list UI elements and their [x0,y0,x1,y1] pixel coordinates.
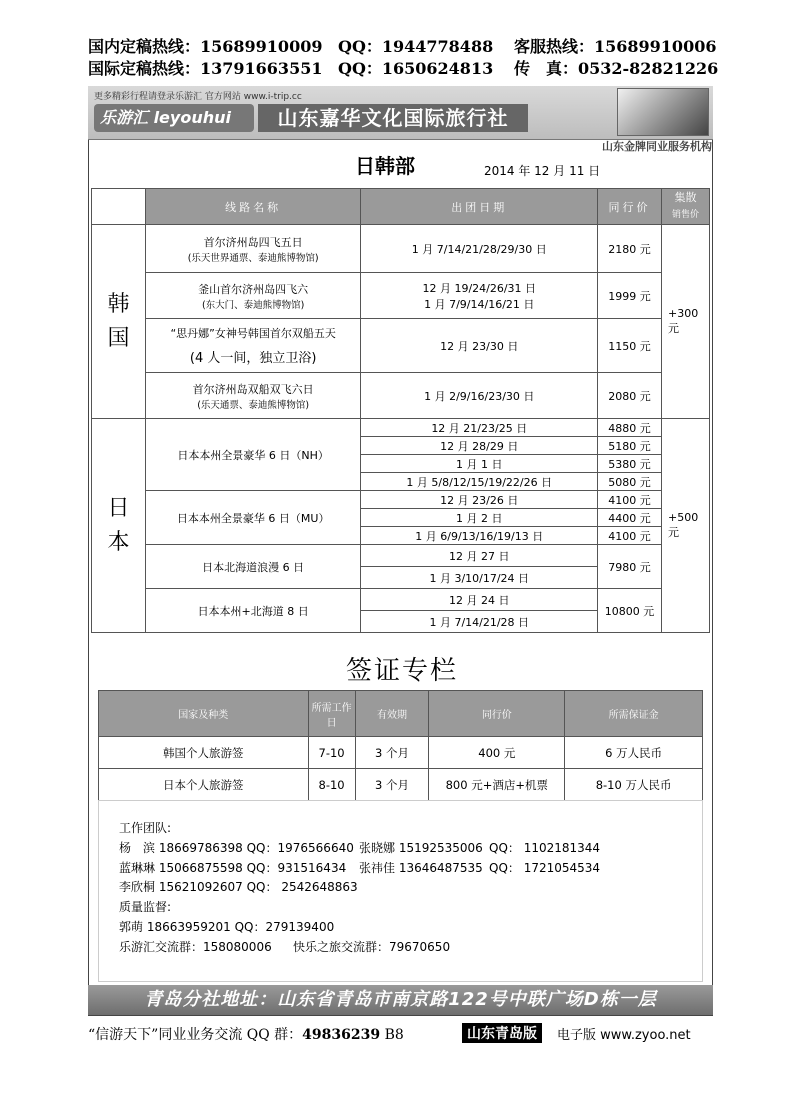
footer-website: 电子版 www.zyoo.net [557,1028,691,1043]
route-dates: 12 月 27 日 [361,545,598,567]
group-qq: 乐游汇交流群：158080006 [119,939,272,954]
table-row [92,491,710,509]
deposit: 8-10 万人民币 [565,769,703,801]
col-departure-date: 出团日期 [361,189,598,225]
table-row [92,225,710,273]
table-row [92,319,710,373]
col-work-days: 所需工作日 [308,691,355,737]
page-title: 日韩部 [355,154,415,178]
col-visa-type: 国家及种类 [99,691,309,737]
agency-title: 山东嘉华文化国际旅行社 [258,104,528,132]
visa-header-row [99,691,703,737]
validity: 3 个月 [355,769,429,801]
work-days: 8-10 [308,769,355,801]
route-price: 10800 元 [598,589,662,633]
route-dates: 1 月 2 日 [361,509,598,527]
visa-price: 800 元+酒店+机票 [429,769,565,801]
visa-table [98,690,703,801]
route-dates: 1 月 7/14/21/28 日 [361,611,598,633]
route-price: 2180 元 [598,225,662,273]
table-header-row [92,189,710,225]
qa-heading: 质量监督: [119,900,172,915]
visa-type: 日本个人旅游签 [99,769,309,801]
table-row [99,737,703,769]
route-price: 4100 元 [598,527,662,545]
route-name: 日本本州+北海道 8 日 [145,589,361,633]
member-contact: 张祎佳 13646487535 [359,860,483,875]
col-trade-price: 同行价 [598,189,662,225]
validity: 3 个月 [355,737,429,769]
route-dates: 1 月 3/10/17/24 日 [361,567,598,589]
intl-hotline: 国际定稿热线：13791663551 [88,59,323,78]
member-contact: 杨 滨 18669786398 QQ：1976566640 [119,840,354,855]
footer [88,1024,718,1044]
table-row [92,589,710,611]
table-row [92,373,710,419]
member-contact: 张晓娜 15192535006 [359,840,483,855]
branch-address: 青岛分社地址：山东省青岛市南京路122号中联广场D栋一层 [88,985,713,1015]
hotline-row [88,58,728,80]
japan-retail-markup: +500 元 [662,419,710,633]
team-heading: 工作团队: [119,821,172,835]
route-price: 4100 元 [598,491,662,509]
route-dates: 12 月 23/26 日 [361,491,598,509]
visa-type: 韩国个人旅游签 [99,737,309,769]
deposit: 6 万人民币 [565,737,703,769]
route-dates: 12 月 19/24/26/31 日 1 月 7/9/14/16/21 日 [361,273,598,319]
route-dates: 1 月 6/9/13/16/19/13 日 [361,527,598,545]
hotline-row [88,36,728,58]
issue-date: 2014 年 12 月 11 日 [484,164,601,178]
country-korea: 韩 国 [92,225,146,419]
team-member-row [119,878,702,898]
country-japan: 日 本 [92,419,146,633]
table-row [92,273,710,319]
visa-section-title: 签证专栏 [346,656,459,686]
domestic-qq: QQ：1944778488 [338,37,494,56]
col-retail-price: 集散 销售价 [662,189,710,225]
route-dates: 12 月 28/29 日 [361,437,598,455]
member-qq: QQ： 1102181344 [489,840,601,855]
route-name: 日本本州全景豪华 6 日（MU） [145,491,361,545]
route-dates: 1 月 2/9/16/23/30 日 [361,373,598,419]
route-name: “思丹娜”女神号韩国首尔双船五天 (4 人一间，独立卫浴) [145,319,361,373]
route-dates: 12 月 24 日 [361,589,598,611]
korea-retail-markup: +300 元 [662,225,710,419]
tour-price-table [91,188,710,633]
route-price: 1999 元 [598,273,662,319]
team-member-row [119,859,702,879]
route-price: 5180 元 [598,437,662,455]
route-price: 4400 元 [598,509,662,527]
col-validity: 有效期 [355,691,429,737]
hotlines [88,36,728,80]
route-price: 5380 元 [598,455,662,473]
domestic-hotline: 国内定稿热线：15689910009 [88,37,323,56]
table-row [99,769,703,801]
col-visa-price: 同行价 [429,691,565,737]
edition-badge: 山东青岛版 [462,1023,542,1043]
service-hotline: 客服热线：15689910006 [514,37,717,56]
member-contact: 蓝琳琳 15066875598 QQ：931516434 [119,860,347,875]
banner-website: 更多精彩行程请登录乐游汇 官方网站 www.i-trip.cc [94,92,302,102]
route-dates: 1 月 5/8/12/15/19/22/26 日 [361,473,598,491]
landscape-photo [617,88,709,136]
route-price: 1150 元 [598,319,662,373]
route-dates: 12 月 21/23/25 日 [361,419,598,437]
route-name: 釜山首尔济州岛四飞六 (东大门、泰迪熊博物馆) [145,273,361,319]
route-name: 日本本州全景豪华 6 日（NH） [145,419,361,491]
footer-qq-group: “信游天下”同业业务交流 QQ 群：49836239 B8 [88,1027,404,1043]
banner-slogan: 山东金牌同业服务机构 [602,140,712,153]
route-dates: 1 月 7/14/21/28/29/30 日 [361,225,598,273]
table-row [92,419,710,437]
team-member-row [119,839,702,859]
route-dates: 1 月 1 日 [361,455,598,473]
route-price: 4880 元 [598,419,662,437]
col-deposit: 所需保证金 [565,691,703,737]
route-price: 5080 元 [598,473,662,491]
route-name: 首尔济州岛双船双飞六日 (乐天通票、泰迪熊博物馆) [145,373,361,419]
table-row [92,545,710,567]
group-qq: 快乐之旅交流群：79670650 [293,939,451,954]
route-name: 日本北海道浪漫 6 日 [145,545,361,589]
route-dates: 12 月 23/30 日 [361,319,598,373]
brand-logo: 乐游汇 leyouhui [94,104,254,132]
qa-contact: 郭萌 18663959201 QQ：279139400 [119,919,335,934]
member-contact: 李欣桐 15621092607 QQ： 2542648863 [119,880,358,895]
member-qq: QQ： 1721054534 [489,860,601,875]
work-days: 7-10 [308,737,355,769]
col-route-name: 线路名称 [145,189,361,225]
team-contacts [98,800,703,982]
route-price: 7980 元 [598,545,662,589]
intl-qq: QQ：1650624813 [338,59,494,78]
route-price: 2080 元 [598,373,662,419]
header-banner [88,86,713,140]
visa-price: 400 元 [429,737,565,769]
route-name: 首尔济州岛四飞五日 (乐天世界通票、泰迪熊博物馆) [145,225,361,273]
group-row [119,938,702,958]
fax: 传 真：0532-82821226 [514,59,719,78]
